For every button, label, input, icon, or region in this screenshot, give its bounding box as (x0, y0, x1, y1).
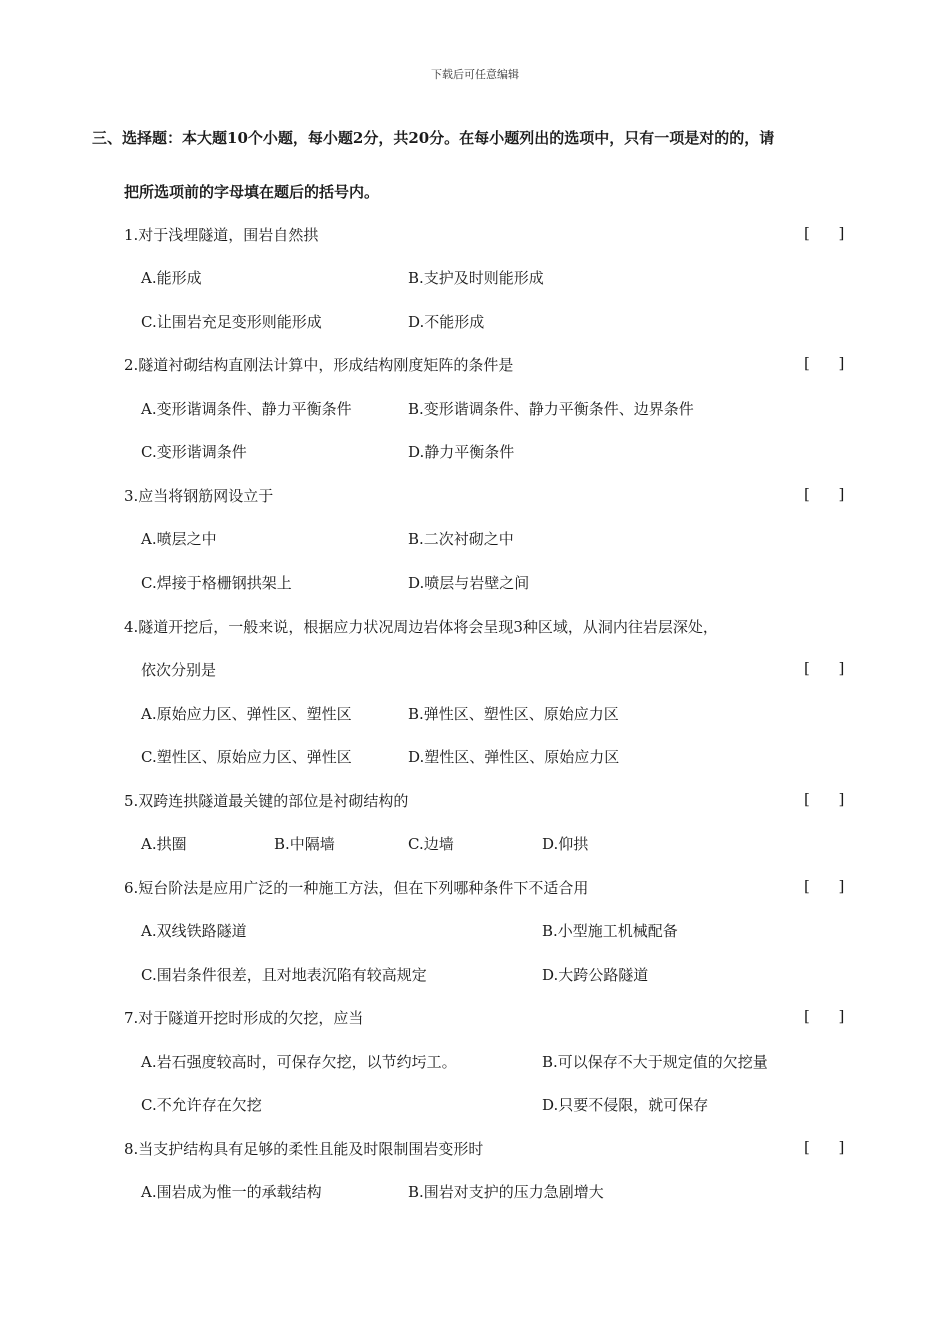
q6-option-d: D.大跨公路隧道 (542, 966, 649, 984)
q3-option-c: C.焊接于格栅钢拱架上 (141, 574, 292, 592)
question-3-stem: 3.应当将钢筋网设立于 (124, 487, 274, 505)
question-4-stem: 4.隧道开挖后，一般来说，根据应力状况周边岩体将会呈现3种区域，从洞内往岩层深处， (124, 618, 718, 636)
q5-option-d: D.仰拱 (542, 835, 589, 853)
q2-option-c: C.变形谐调条件 (141, 443, 247, 461)
section-title-line1: 三、选择题：本大题10个小题，每小题2分，共20分。在每小题列出的选项中，只有一项是对的的，请 (92, 129, 775, 147)
section-title-line2: 把所选项前的字母填在题后的括号内。 (124, 183, 380, 201)
q7-option-c: C.不允许存在欠挖 (141, 1096, 262, 1114)
q3-option-b: B.二次衬砌之中 (408, 530, 514, 548)
q5-option-b: B.中隔墙 (274, 835, 335, 853)
q1-option-a: A.能形成 (141, 269, 202, 287)
question-1-stem: 1.对于浅埋隧道，围岩自然拱 (124, 226, 319, 244)
answer-bracket-8: [ ] (804, 1138, 845, 1156)
q5-option-c: C.边墙 (408, 835, 454, 853)
q1-option-d: D.不能形成 (408, 313, 485, 331)
q5-option-a: A.拱圈 (141, 835, 187, 853)
answer-bracket-3: [ ] (804, 485, 845, 503)
q6-option-c: C.围岩条件很差，且对地表沉陷有较高规定 (141, 966, 427, 984)
q7-option-d: D.只要不侵限，就可保存 (542, 1096, 709, 1114)
q4-option-d: D.塑性区、弹性区、原始应力区 (408, 748, 620, 766)
question-7-stem: 7.对于隧道开挖时形成的欠挖，应当 (124, 1009, 364, 1027)
answer-bracket-2: [ ] (804, 354, 845, 372)
q1-option-c: C.让围岩充足变形则能形成 (141, 313, 322, 331)
answer-bracket-6: [ ] (804, 877, 845, 895)
q2-option-d: D.静力平衡条件 (408, 443, 515, 461)
answer-bracket-5: [ ] (804, 790, 845, 808)
q3-option-a: A.喷层之中 (141, 530, 217, 548)
q1-option-b: B.支护及时则能形成 (408, 269, 544, 287)
question-6-stem: 6.短台阶法是应用广泛的一种施工方法，但在下列哪种条件下不适合用 (124, 879, 589, 897)
question-4-stem-cont: 依次分别是 (141, 661, 217, 679)
q6-option-a: A.双线铁路隧道 (141, 922, 247, 940)
answer-bracket-1: [ ] (804, 224, 845, 242)
answer-bracket-4: [ ] (804, 659, 845, 677)
q2-option-b: B.变形谐调条件、静力平衡条件、边界条件 (408, 400, 694, 418)
q4-option-c: C.塑性区、原始应力区、弹性区 (141, 748, 352, 766)
q6-option-b: B.小型施工机械配备 (542, 922, 678, 940)
page-header: 下载后可任意编辑 (431, 68, 519, 81)
question-5-stem: 5.双跨连拱隧道最关键的部位是衬砌结构的 (124, 792, 409, 810)
q8-option-a: A.围岩成为惟一的承载结构 (141, 1183, 322, 1201)
q4-option-a: A.原始应力区、弹性区、塑性区 (141, 705, 352, 723)
answer-bracket-7: [ ] (804, 1007, 845, 1025)
q2-option-a: A.变形谐调条件、静力平衡条件 (141, 400, 352, 418)
question-2-stem: 2.隧道衬砌结构直刚法计算中，形成结构刚度矩阵的条件是 (124, 356, 514, 374)
q3-option-d: D.喷层与岩壁之间 (408, 574, 530, 592)
q7-option-a: A.岩石强度较高时，可保存欠挖，以节约圬工。 (141, 1053, 457, 1071)
q8-option-b: B.围岩对支护的压力急剧增大 (408, 1183, 604, 1201)
question-8-stem: 8.当支护结构具有足够的柔性且能及时限制围岩变形时 (124, 1140, 484, 1158)
q4-option-b: B.弹性区、塑性区、原始应力区 (408, 705, 619, 723)
q7-option-b: B.可以保存不大于规定值的欠挖量 (542, 1053, 768, 1071)
